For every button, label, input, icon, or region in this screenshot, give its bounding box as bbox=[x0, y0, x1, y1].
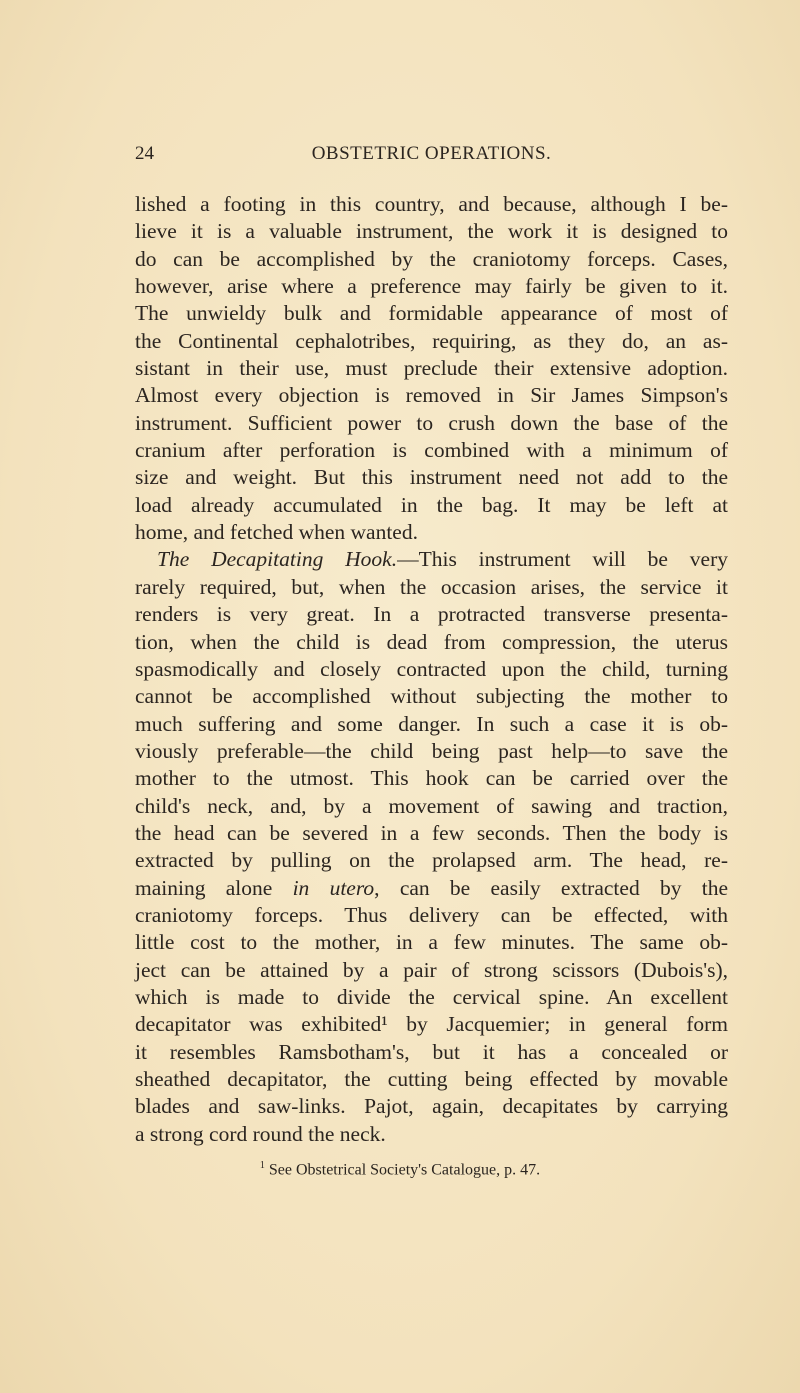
text-line bbox=[135, 683, 728, 710]
text-segment: cranium after perforation is combined with a minimum of bbox=[135, 438, 728, 463]
text-line bbox=[135, 437, 728, 464]
text-segment: —This instrument will be very bbox=[397, 547, 728, 572]
text-line bbox=[135, 656, 728, 683]
text-segment: craniotomy forceps. Thus delivery can be effected, with bbox=[135, 902, 728, 927]
text-line bbox=[135, 382, 728, 409]
text-segment: load already accumulated in the bag. It may be left at bbox=[135, 492, 728, 517]
text-segment: Almost every objection is removed in Sir James Simpson's bbox=[135, 383, 728, 408]
text-segment: instrument. Sufficient power to crush down the base of the bbox=[135, 410, 728, 435]
text-line bbox=[135, 574, 728, 601]
text-segment: mother to the utmost. This hook can be carried over the bbox=[135, 766, 728, 791]
text-segment: size and weight. But this instrument need not add to the bbox=[135, 465, 728, 490]
text-line bbox=[135, 1039, 728, 1066]
text-segment: it resembles Ramsbotham's, but it has a concealed or bbox=[135, 1039, 728, 1064]
text-line bbox=[135, 1121, 728, 1148]
text-segment: maining alone bbox=[135, 875, 293, 900]
text-line bbox=[135, 793, 728, 820]
text-segment: rarely required, but, when the occasion arises, the service it bbox=[135, 574, 728, 599]
text-segment: lished a footing in this country, and because, although I be- bbox=[135, 192, 728, 216]
text-segment: much suffering and some danger. In such a case it is ob- bbox=[135, 711, 728, 736]
text-segment: renders is very great. In a protracted transverse presenta- bbox=[135, 602, 728, 627]
text-line bbox=[135, 765, 728, 792]
text-segment: spasmodically and closely contracted upon the child, turning bbox=[135, 656, 728, 681]
text-line bbox=[135, 1066, 728, 1093]
text-line bbox=[135, 300, 728, 327]
text-segment: sistant in their use, must preclude their extensive adoption. bbox=[135, 356, 728, 381]
text-line bbox=[135, 519, 728, 546]
text-line bbox=[135, 957, 728, 984]
italic-text: in utero bbox=[292, 875, 375, 900]
text-line bbox=[135, 492, 728, 519]
footnote-marker: 1 bbox=[259, 1160, 265, 1171]
text-segment: tion, when the child is dead from compression, the uterus bbox=[135, 629, 728, 654]
text-segment: viously preferable—the child being past help—to save the bbox=[135, 738, 728, 763]
text-line bbox=[135, 711, 728, 738]
text-segment: extracted by pulling on the prolapsed arm. The head, re- bbox=[135, 848, 728, 873]
text-segment: a strong cord round the neck. bbox=[135, 1121, 386, 1146]
italic-text: The Decapitating Hook. bbox=[157, 547, 398, 572]
text-line bbox=[135, 629, 728, 656]
text-line bbox=[135, 1011, 728, 1038]
body-text bbox=[135, 191, 728, 1148]
text-segment: The unwieldy bulk and formidable appearance of most of bbox=[135, 301, 728, 326]
text-segment: the head can be severed in a few seconds. Then the body is bbox=[135, 820, 728, 845]
text-line bbox=[135, 984, 728, 1011]
text-line bbox=[135, 246, 728, 273]
text-segment: ject can be attained by a pair of strong scissors (Dubois's), bbox=[135, 957, 728, 982]
page-number: 24 bbox=[135, 143, 154, 164]
text-line bbox=[135, 601, 728, 628]
text-segment: little cost to the mother, in a few minutes. The same ob- bbox=[135, 930, 728, 955]
text-line bbox=[135, 929, 728, 956]
text-line bbox=[135, 464, 728, 491]
text-segment: lieve it is a valuable instrument, the work it is designed to bbox=[135, 219, 728, 244]
text-segment: decapitator was exhibited¹ by Jacquemier; in general form bbox=[135, 1012, 728, 1037]
text-segment: do can be accomplished by the craniotomy forceps. Cases, bbox=[135, 246, 728, 271]
text-line bbox=[135, 546, 728, 573]
text-line bbox=[135, 902, 728, 929]
page-header bbox=[135, 143, 728, 171]
text-line bbox=[135, 328, 728, 355]
text-segment: blades and saw-links. Pajot, again, decapitates by carrying bbox=[135, 1094, 728, 1119]
text-line bbox=[135, 875, 728, 902]
footnote-text: See Obstetrical Society's Catalogue, p. 47. bbox=[268, 1161, 541, 1179]
text-line bbox=[135, 273, 728, 300]
text-segment: which is made to divide the cervical spine. An excellent bbox=[135, 984, 728, 1009]
text-segment: however, arise where a preference may fairly be given to it. bbox=[135, 274, 728, 299]
text-line bbox=[135, 218, 728, 245]
text-segment: , can be easily extracted by the bbox=[374, 875, 729, 900]
text-segment: the Continental cephalotribes, requiring, as they do, an as- bbox=[135, 328, 728, 353]
text-line bbox=[135, 820, 728, 847]
text-segment: child's neck, and, by a movement of sawing and traction, bbox=[135, 793, 728, 818]
text-line bbox=[135, 355, 728, 382]
text-line bbox=[135, 191, 728, 218]
text-segment: cannot be accomplished without subjecting the mother to bbox=[135, 684, 728, 709]
text-line bbox=[135, 847, 728, 874]
running-head: OBSTETRIC OPERATIONS. bbox=[311, 143, 552, 164]
text-line bbox=[135, 410, 728, 437]
text-segment: home, and fetched when wanted. bbox=[135, 520, 418, 545]
text-segment: sheathed decapitator, the cutting being effected by movable bbox=[135, 1067, 728, 1091]
text-line bbox=[135, 1093, 728, 1120]
footnote bbox=[0, 1160, 800, 1179]
text-line bbox=[135, 738, 728, 765]
